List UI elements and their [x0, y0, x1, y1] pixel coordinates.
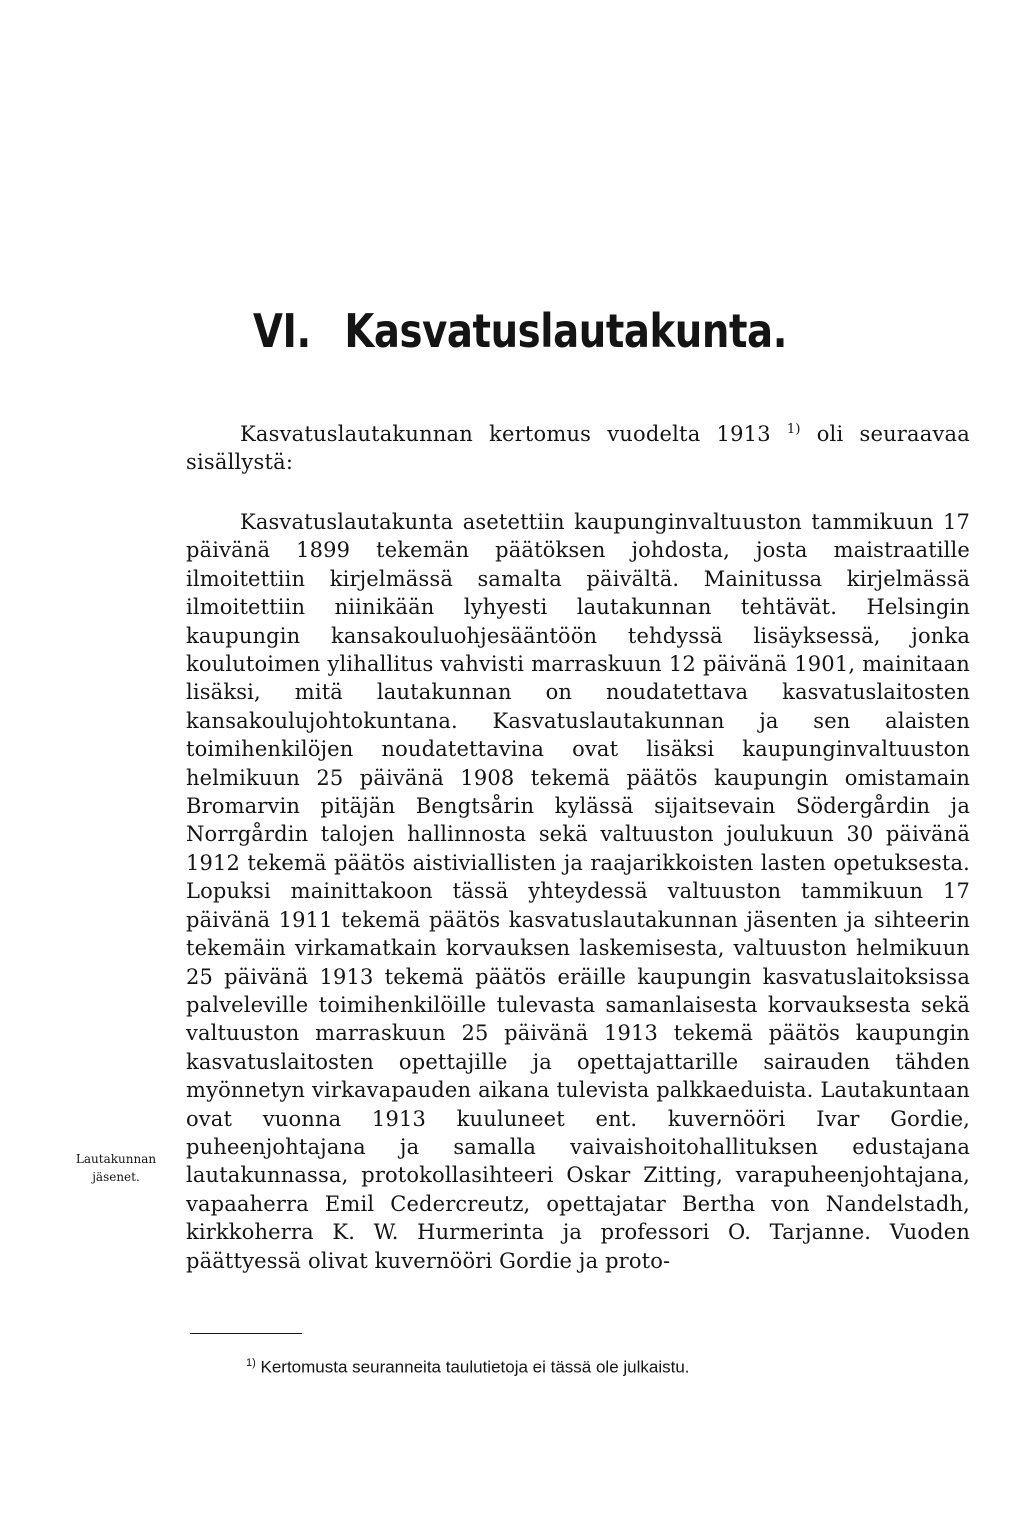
body-paragraph: Kasvatuslautakunta asetettiin kaupunginvaltuuston tammikuun 17 päivänä 1899 tekemän päätöksen johdosta, josta maistraatille ilmoitettiin kirjelmässä samalta päivältä. Mainitussa kirjelmässä ilmoitettiin niinikään lyhyesti lautakunnan tehtävät. Helsingin kaupungin kansakouluohjesääntöön tehdyssä lisäyksessä, jonka koulutoimen ylihallitus vahvisti marraskuun 12 päivänä 1901, mainitaan lisäksi, mitä lautakunnan on noudatettava kasvatuslaitosten kansakoulujohtokuntana. Kasvatuslautakunnan ja sen alaisten toimihenkilöjen noudatettavina ovat lisäksi kaupunginvaltuuston helmikuun 25 päivänä 1908 tekemä päätös kaupungin omistamain Bromarvin pitäjän Bengtsårin kylässä sijaitsevain Södergårdin ja Norrgårdin talojen hallinnosta sekä valtuuston joulukuun 30 päivänä 1912 tekemä päätös aistiviallisten ja raajarikkoisten lasten opetuksesta. Lopuksi mainittakoon tässä yhteydessä valtuuston tammikuun 17 päivänä 1911 tekemä päätös kasvatuslautakunnan jäsenten ja sihteerin tekemäin virkamatkain korvauksen laskemisesta, valtuuston helmikuun 25 päivänä 1913 tekemä päätös eräille kaupungin kasvatuslaitoksissa palveleville toimihenkilöille tulevasta samanlaisesta korvauksesta sekä valtuuston marraskuun 25 päivänä 1913 tekemä päätös kaupungin kasvatuslaitosten opettajille ja opettajattarille sairauden tähden myönnetyn virkavapauden aikana tulevista palkkaeduista. Lautakuntaan ovat vuonna 1913 kuuluneet ent. kuvernööri Ivar Gordie, puheenjohtajana ja samalla vaivaishoitohallituksen edustajana lautakunnassa, protokollasihteeri Oskar Zitting, varapuheenjohtajana, vapaaherra Emil Cedercreutz, opettajatar Bertha von Nandelstadh, kirkkoherra K. W. Hurmerinta ja professori O. Tarjanne. Vuoden päättyessä olivat kuvernööri Gordie ja proto- — [186, 510, 970, 1273]
footnote — [246, 1352, 946, 1379]
chapter-heading — [90, 304, 950, 358]
footnote-text: Kertomusta seuranneita taulutietoja ei tässä ole julkaistu. — [255, 1357, 690, 1377]
margin-note-line: Lautakunnan — [75, 1152, 157, 1166]
footnote-reference: 1) — [786, 422, 801, 437]
footnote-marker: 1) — [246, 1357, 256, 1369]
intro-text: Kasvatuslautakunnan kertomus vuodelta 1913 — [240, 422, 771, 446]
chapter-title: Kasvatuslautakunta. — [344, 304, 787, 358]
chapter-number: VI. — [253, 304, 311, 358]
footnote-divider — [190, 1333, 302, 1334]
margin-note — [48, 1150, 184, 1186]
margin-note-line: jäsenet. — [92, 1170, 140, 1184]
intro-text-continued: oli seuraavaa sisällystä: — [186, 422, 970, 474]
intro-paragraph — [186, 416, 970, 476]
